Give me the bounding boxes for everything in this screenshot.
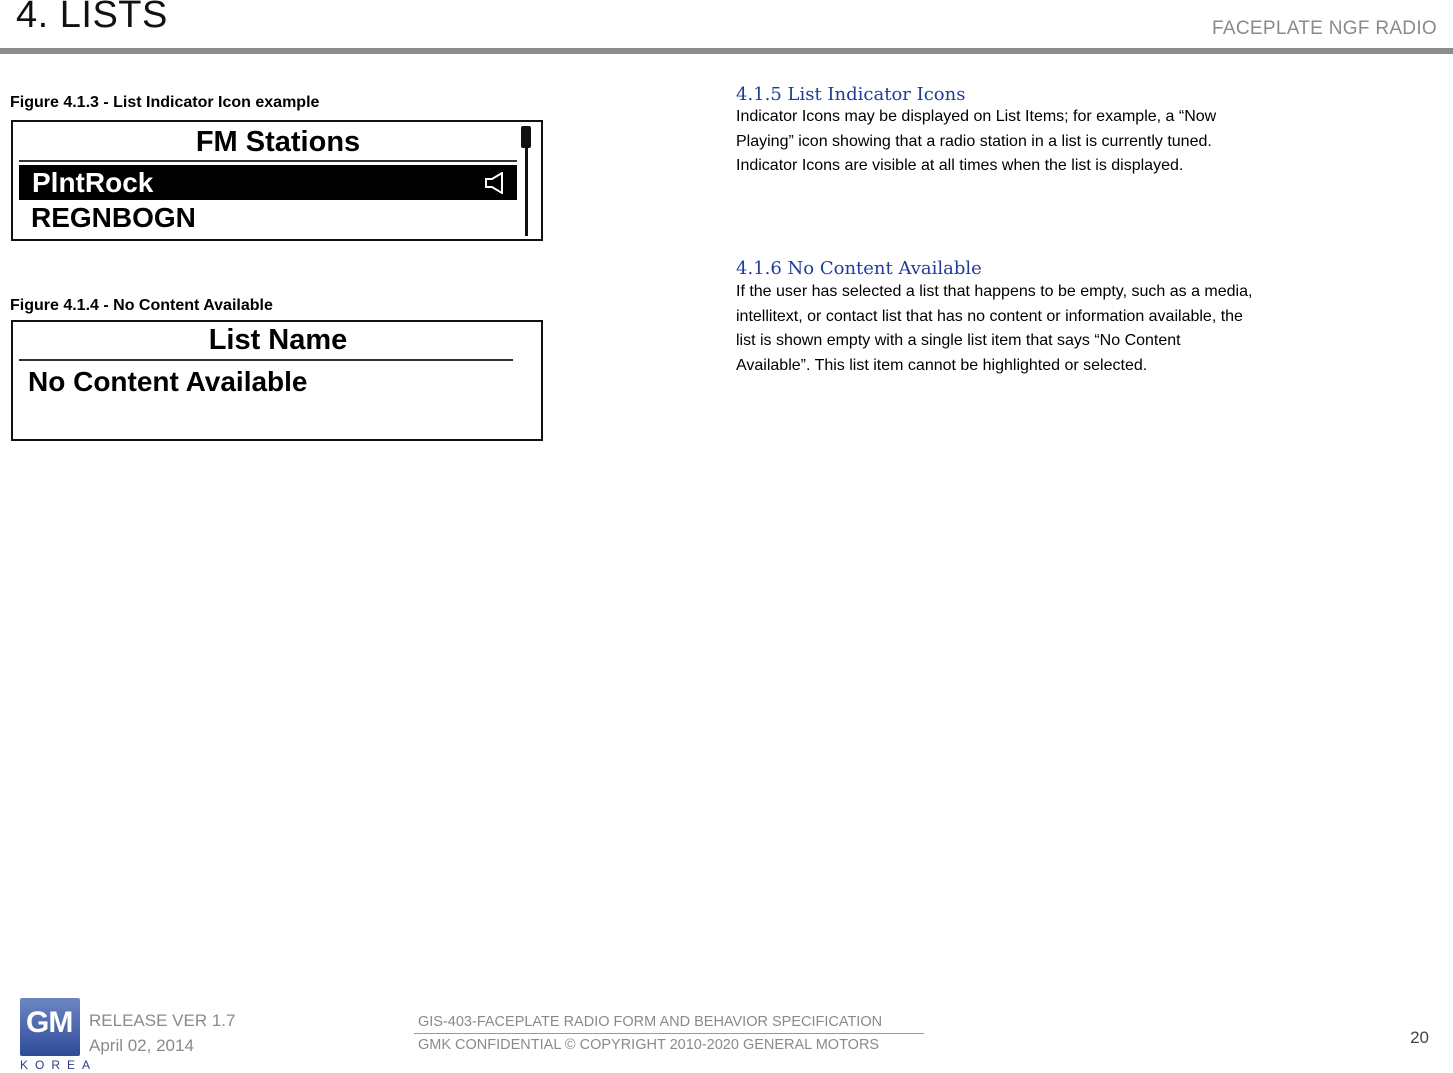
section-body-4-1-6 — [736, 280, 1256, 378]
speaker-now-playing-icon — [483, 172, 507, 199]
section-heading-4-1-5: 4.1.5 List Indicator Icons — [736, 84, 966, 105]
confidential-notice: GMK CONFIDENTIAL © COPYRIGHT 2010-2020 GENERAL MOTORS — [418, 1037, 880, 1053]
document-name: FACEPLATE NGF RADIO — [1212, 18, 1437, 39]
spec-title: GIS-403-FACEPLATE RADIO FORM AND BEHAVIOR SPECIFICATION — [418, 1014, 883, 1030]
paragraph: If the user has selected a list that happens to be empty, such as a media, intellitext, or contact list that has no content or information available, the list is shown empty with a single list item that says “No Content Available”. This list item cannot be highlighted or selected. — [736, 283, 1253, 374]
page-number: 20 — [1410, 1028, 1429, 1047]
scrollbar-thumb — [521, 126, 531, 148]
list-item: REGNBOGN — [31, 202, 196, 233]
footer-divider — [414, 1033, 924, 1034]
gm-logo-text: GM — [26, 1006, 73, 1039]
figure-caption-4-1-4: Figure 4.1.4 - No Content Available — [10, 297, 273, 314]
fm-stations-screen — [11, 120, 543, 241]
no-content-screen — [11, 320, 543, 441]
section-heading-4-1-6: 4.1.6 No Content Available — [736, 258, 982, 279]
paragraph: Indicator Icons may be displayed on List Items; for example, a “Now Playing” icon showing that a radio station in a list is currently tuned. — [736, 108, 1217, 150]
figure-caption-4-1-3: Figure 4.1.3 - List Indicator Icon example — [10, 94, 320, 111]
screen-title: List Name — [208, 324, 348, 356]
screen-title: FM Stations — [195, 126, 361, 158]
screen-title-divider — [19, 160, 517, 162]
no-content-item: No Content Available — [28, 366, 308, 397]
release-date: April 02, 2014 — [89, 1036, 194, 1055]
section-body-4-1-5 — [736, 105, 1256, 179]
list-item-highlighted — [19, 165, 517, 200]
header-divider — [0, 48, 1453, 54]
release-version: RELEASE VER 1.7 — [89, 1011, 236, 1030]
page-title: 4. LISTS — [16, 0, 168, 36]
paragraph: Indicator Icons are visible at all times when the list is displayed. — [736, 157, 1184, 174]
list-item-label: PlntRock — [32, 167, 154, 198]
screen-title-divider — [19, 359, 513, 361]
gm-logo — [20, 998, 80, 1056]
gm-korea-label: KOREA — [20, 1058, 98, 1072]
